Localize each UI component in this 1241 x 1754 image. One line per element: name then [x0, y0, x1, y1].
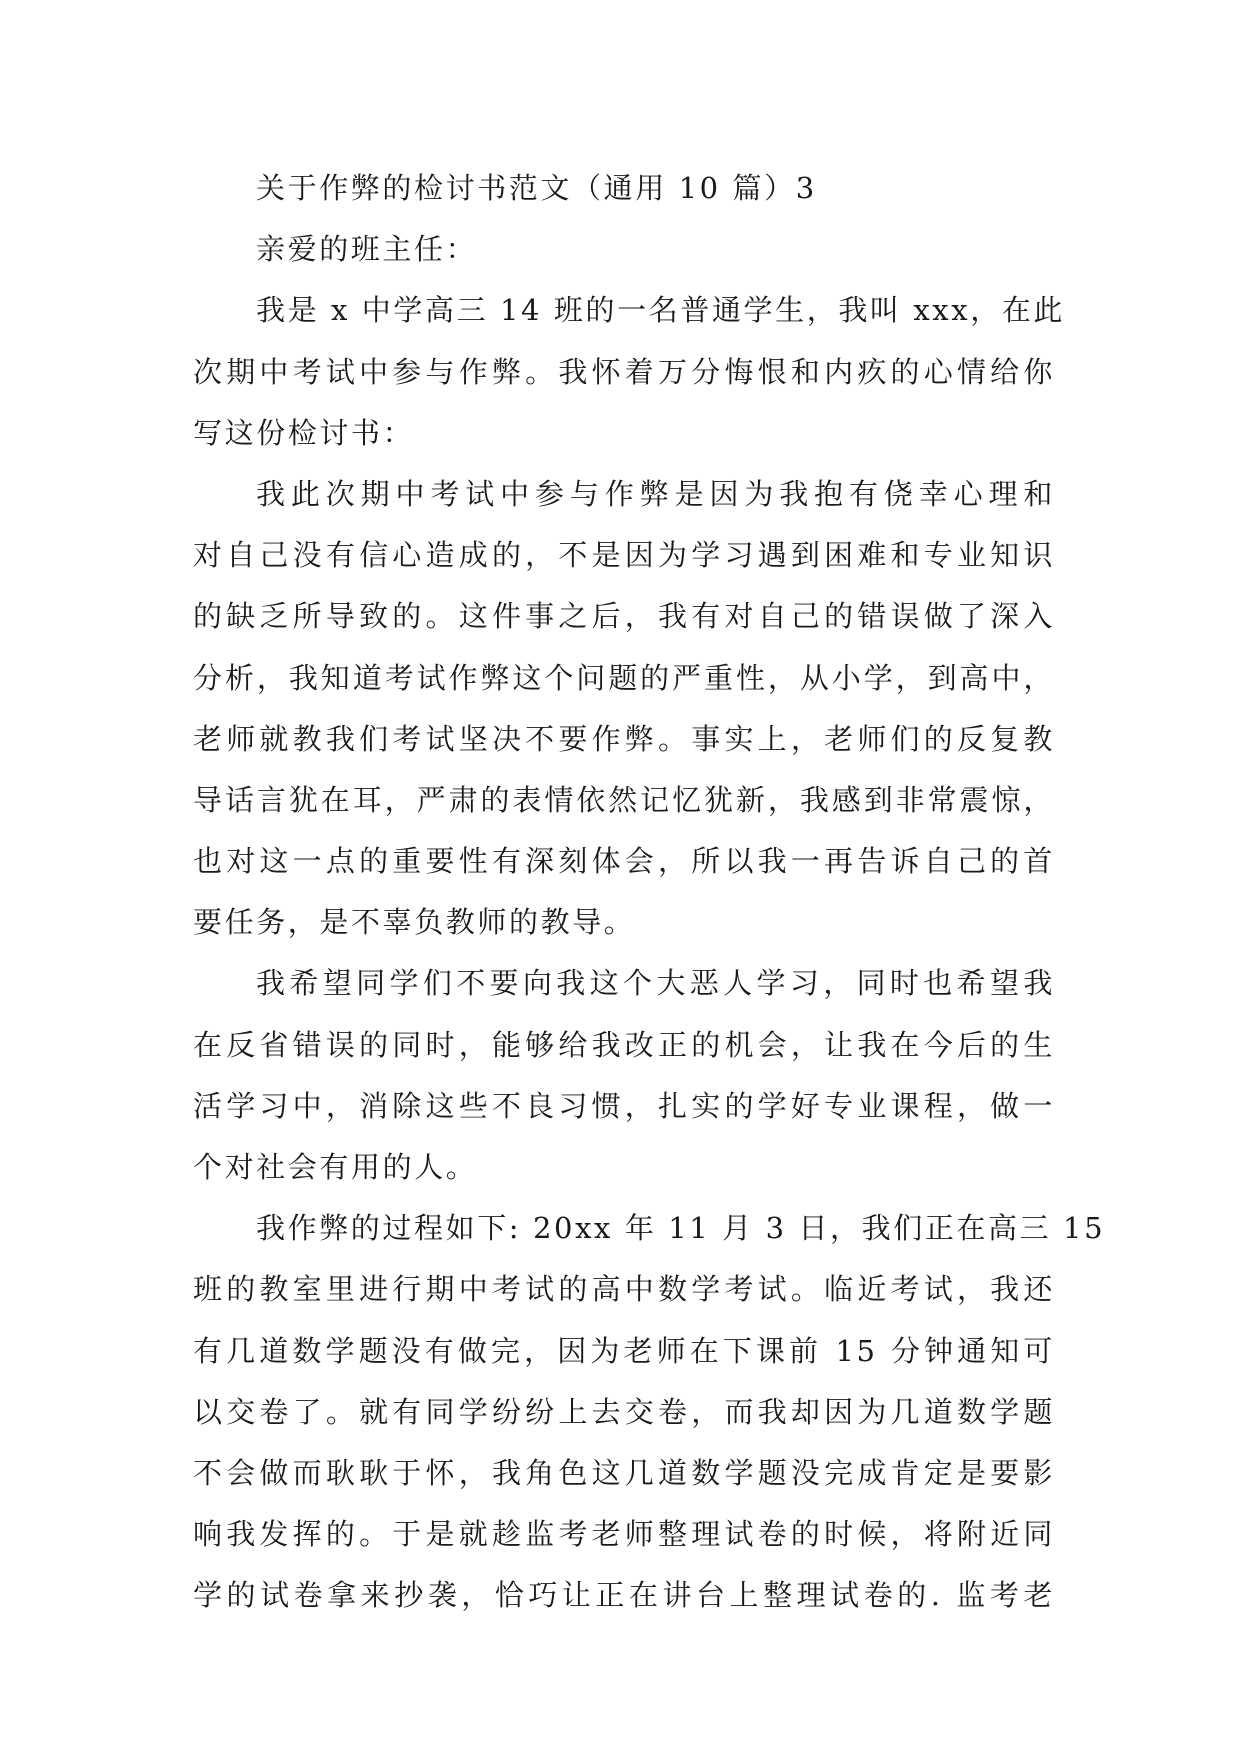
paragraph-line: 对自己没有信心造成的，不是因为学习遇到困难和专业知识 [193, 538, 1055, 573]
paragraph-line: 分析，我知道考试作弊这个问题的严重性，从小学，到高中， [193, 660, 1055, 695]
paragraph-line: 学的试卷拿来抄袭，恰巧让正在讲台上整理试卷的. 监考老 [193, 1578, 1055, 1613]
paragraph-line: 导话言犹在耳，严肃的表情依然记忆犹新，我感到非常震惊， [193, 782, 1055, 817]
paragraph-line: 我希望同学们不要向我这个大恶人学习，同时也希望我 [256, 966, 1055, 1001]
paragraph-line: 响我发挥的。于是就趁监考老师整理试卷的时候，将附近同 [193, 1517, 1055, 1552]
paragraph-line: 的缺乏所导致的。这件事之后，我有对自己的错误做了深入 [193, 599, 1055, 634]
document-body [193, 158, 1106, 1627]
paragraph-line: 以交卷了。就有同学纷纷上去交卷，而我却因为几道数学题 [193, 1394, 1055, 1429]
paragraph-line: 不会做而耿耿于怀，我角色这几道数学题没完成肯定是要影 [193, 1455, 1055, 1490]
paragraph-line: 活学习中，消除这些不良习惯，扎实的学好专业课程，做一 [193, 1088, 1055, 1123]
paragraph-line: 也对这一点的重要性有深刻体会，所以我一再告诉自己的首 [193, 844, 1055, 879]
salutation: 亲爱的班主任： [256, 232, 478, 267]
paragraph-line: 有几道数学题没有做完，因为老师在下课前 15 分钟通知可 [193, 1333, 1055, 1368]
document-title: 关于作弊的检讨书范文（通用 10 篇）3 [256, 171, 817, 205]
paragraph-line: 在反省错误的同时，能够给我改正的机会，让我在今后的生 [193, 1027, 1055, 1062]
paragraph-line: 我此次期中考试中参与作弊是因为我抱有侥幸心理和 [256, 476, 1055, 511]
paragraph-line: 个对社会有用的人。 [193, 1150, 478, 1184]
paragraph-line: 我作弊的过程如下: 20xx 年 11 月 3 日，我们正在高三 15 [256, 1211, 1106, 1246]
paragraph-line: 老师就教我们考试坚决不要作弊。事实上，老师们的反复教 [193, 721, 1055, 756]
paragraph-line: 班的教室里进行期中考试的高中数学考试。临近考试，我还 [193, 1272, 1055, 1307]
paragraph-line: 次期中考试中参与作弊。我怀着万分悔恨和内疚的心情给你 [193, 354, 1055, 389]
paragraph-line: 写这份检讨书： [193, 415, 415, 450]
paragraph-line: 我是 x 中学高三 14 班的一名普通学生，我叫 xxx，在此 [256, 293, 1066, 328]
paragraph-line: 要任务，是不辜负教师的教导。 [193, 905, 636, 940]
